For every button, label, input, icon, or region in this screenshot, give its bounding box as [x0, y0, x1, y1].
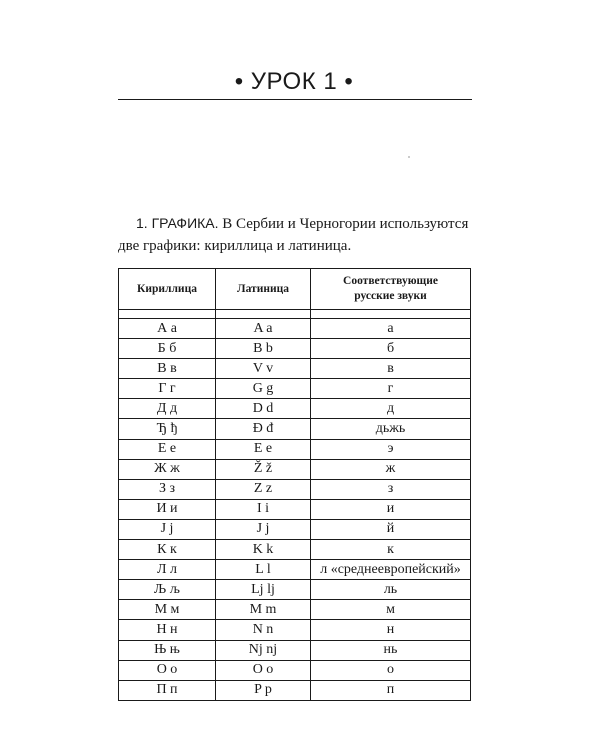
- latin-cell: D d: [216, 399, 311, 419]
- sound-cell: ль: [311, 580, 471, 600]
- table-header-row: [119, 269, 471, 310]
- header-sounds-line-1: Соответствующие: [343, 275, 438, 287]
- sound-cell: дьжь: [311, 419, 471, 439]
- cyrillic-cell: Љ љ: [119, 580, 216, 600]
- table-row: [119, 339, 471, 359]
- table-row: [119, 540, 471, 560]
- cyrillic-cell: М м: [119, 600, 216, 620]
- latin-cell: G g: [216, 379, 311, 399]
- cyrillic-cell: Е е: [119, 439, 216, 459]
- spacer-cell: [216, 310, 311, 319]
- table-row: [119, 600, 471, 620]
- header-latin: Латиница: [216, 269, 311, 310]
- sound-cell: г: [311, 379, 471, 399]
- alphabet-table: [118, 268, 471, 701]
- latin-cell: J j: [216, 519, 311, 539]
- table-row: [119, 459, 471, 479]
- intro-line-2: две графики: кириллица и латиница.: [118, 238, 352, 254]
- spacer-cell: [311, 310, 471, 319]
- latin-cell: K k: [216, 540, 311, 560]
- lesson-title: • УРОК 1 •: [234, 68, 354, 95]
- sound-cell: д: [311, 399, 471, 419]
- latin-cell: Z z: [216, 479, 311, 499]
- table-row: [119, 499, 471, 519]
- cyrillic-cell: И и: [119, 499, 216, 519]
- table-row: [119, 479, 471, 499]
- table-row: [119, 680, 471, 700]
- sound-cell: п: [311, 680, 471, 700]
- latin-cell: A a: [216, 319, 311, 339]
- spacer-cell: [119, 310, 216, 319]
- latin-cell: M m: [216, 600, 311, 620]
- cyrillic-cell: З з: [119, 479, 216, 499]
- cyrillic-cell: П п: [119, 680, 216, 700]
- header-sounds-line-2: русские звуки: [354, 290, 427, 302]
- sound-cell: й: [311, 519, 471, 539]
- sound-cell: а: [311, 319, 471, 339]
- sound-cell: в: [311, 359, 471, 379]
- intro-paragraph: [118, 212, 472, 257]
- header-sounds: [311, 269, 471, 310]
- latin-cell: B b: [216, 339, 311, 359]
- table-row: [119, 580, 471, 600]
- section-heading: 1. ГРАФИКА.: [136, 215, 219, 231]
- table-row: [119, 620, 471, 640]
- table-row: [119, 379, 471, 399]
- title-divider: [118, 99, 472, 100]
- paper-speck: [408, 156, 410, 158]
- header-cyrillic: Кириллица: [119, 269, 216, 310]
- table-row: [119, 399, 471, 419]
- intro-line-1: [118, 212, 472, 235]
- cyrillic-cell: Г г: [119, 379, 216, 399]
- table-row: [119, 319, 471, 339]
- sound-cell: м: [311, 600, 471, 620]
- sound-cell: э: [311, 439, 471, 459]
- cyrillic-cell: Ђ ђ: [119, 419, 216, 439]
- cyrillic-cell: Ј ј: [119, 519, 216, 539]
- cyrillic-cell: К к: [119, 540, 216, 560]
- sound-cell: нь: [311, 640, 471, 660]
- latin-cell: I i: [216, 499, 311, 519]
- cyrillic-cell: Ж ж: [119, 459, 216, 479]
- cyrillic-cell: Л л: [119, 560, 216, 580]
- sound-cell: л «среднеевропейский»: [311, 560, 471, 580]
- latin-cell: Nj nj: [216, 640, 311, 660]
- cyrillic-cell: Д д: [119, 399, 216, 419]
- cyrillic-cell: Н н: [119, 620, 216, 640]
- sound-cell: н: [311, 620, 471, 640]
- latin-cell: O o: [216, 660, 311, 680]
- table-row: [119, 359, 471, 379]
- table-spacer-row: [119, 310, 471, 319]
- latin-cell: L l: [216, 560, 311, 580]
- sound-cell: б: [311, 339, 471, 359]
- sound-cell: к: [311, 540, 471, 560]
- table-row: [119, 439, 471, 459]
- latin-cell: N n: [216, 620, 311, 640]
- table-row: [119, 419, 471, 439]
- cyrillic-cell: О о: [119, 660, 216, 680]
- table-row: [119, 640, 471, 660]
- latin-cell: Ž ž: [216, 459, 311, 479]
- table-row: [119, 560, 471, 580]
- cyrillic-cell: А а: [119, 319, 216, 339]
- intro-text-1: В Сербии и Черногории используются: [218, 216, 469, 232]
- table-row: [119, 519, 471, 539]
- latin-cell: V v: [216, 359, 311, 379]
- sound-cell: ж: [311, 459, 471, 479]
- latin-cell: Đ đ: [216, 419, 311, 439]
- latin-cell: E e: [216, 439, 311, 459]
- latin-cell: P p: [216, 680, 311, 700]
- cyrillic-cell: Њ њ: [119, 640, 216, 660]
- latin-cell: Lj lj: [216, 580, 311, 600]
- sound-cell: и: [311, 499, 471, 519]
- cyrillic-cell: Б б: [119, 339, 216, 359]
- sound-cell: з: [311, 479, 471, 499]
- cyrillic-cell: В в: [119, 359, 216, 379]
- sound-cell: о: [311, 660, 471, 680]
- table-row: [119, 660, 471, 680]
